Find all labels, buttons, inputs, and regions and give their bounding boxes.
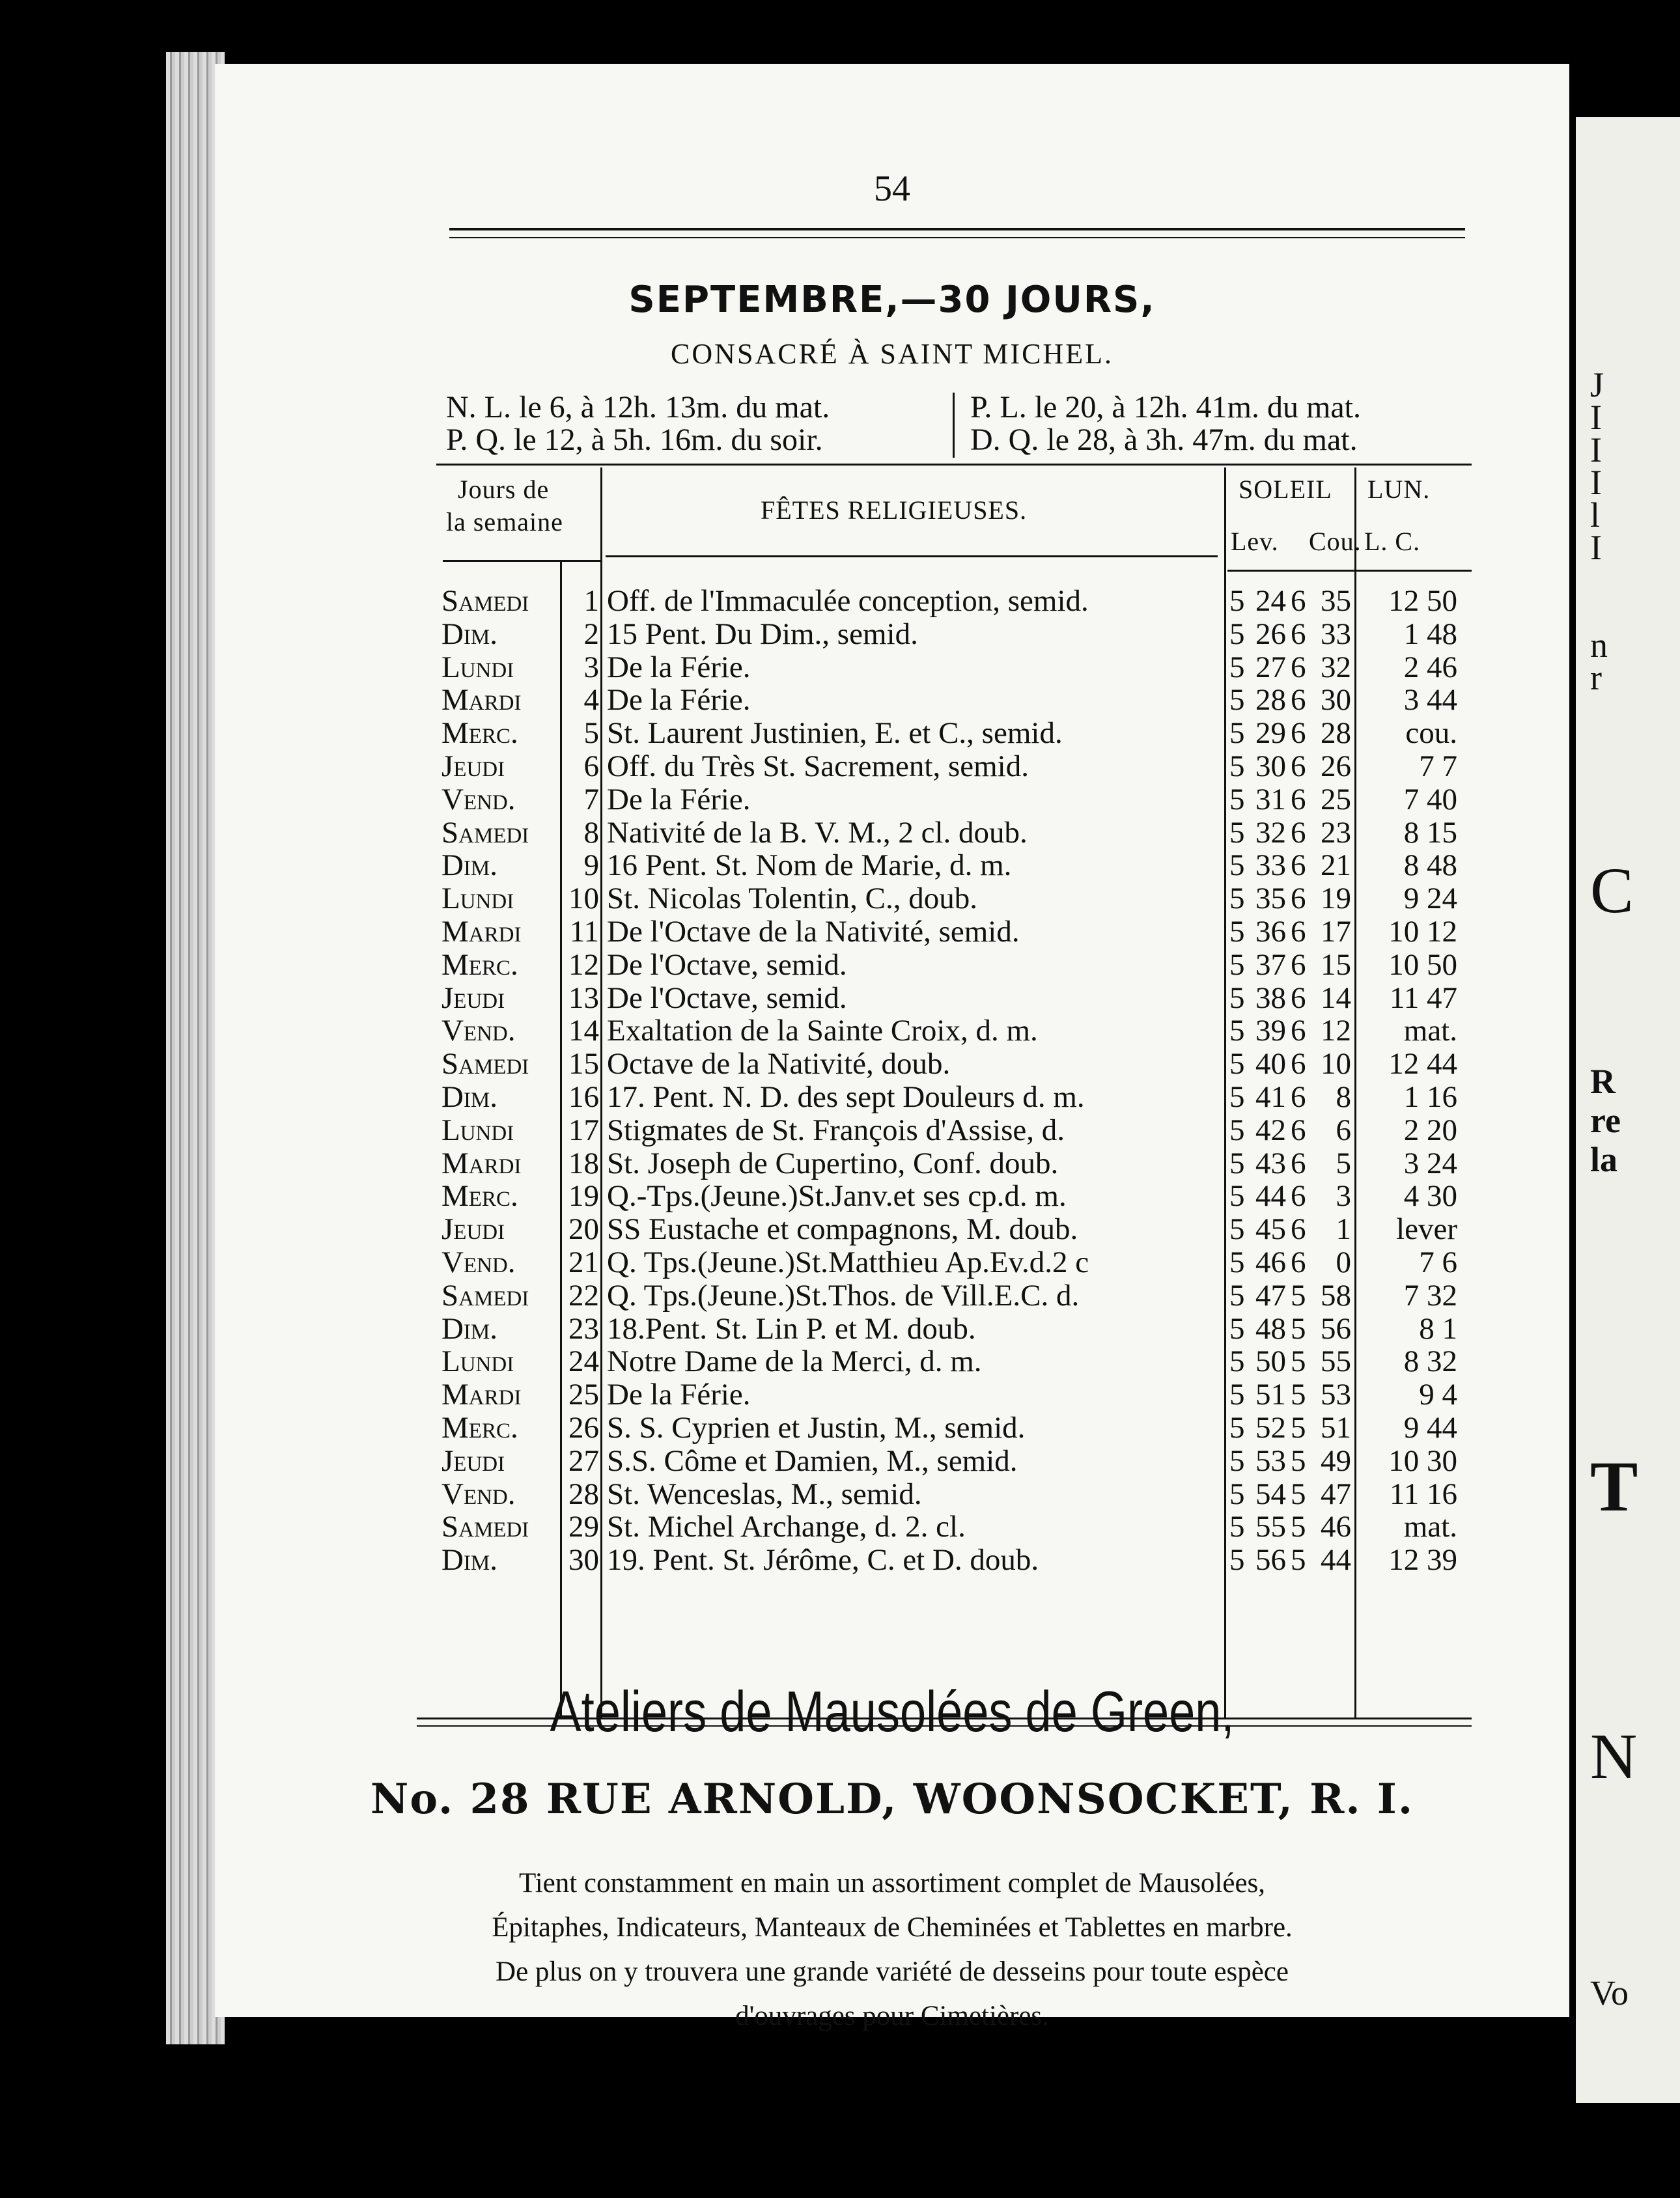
cell-day: Dim. — [441, 1543, 498, 1578]
facing-fragment: l — [1590, 495, 1601, 535]
cell-num: 9 — [583, 848, 599, 883]
cell-lev-m: 50 — [1255, 1344, 1286, 1379]
cell-feast: Nativité de la B. V. M., 2 cl. doub. — [607, 815, 1028, 850]
cell-feast: De la Férie. — [607, 683, 751, 717]
cell-lev-h: 5 — [1229, 1014, 1245, 1048]
cell-lev-m: 55 — [1255, 1510, 1286, 1544]
cell-feast: De l'Octave de la Nativité, semid. — [607, 915, 1020, 949]
header-rule-left — [443, 560, 600, 562]
cell-cou-m: 25 — [1321, 782, 1351, 816]
cell-cou-h: 6 — [1291, 815, 1306, 850]
cell-day: Lundi — [441, 1113, 514, 1147]
cell-feast: Q.-Tps.(Jeune.)St.Janv.et ses cp.d. m. — [607, 1179, 1067, 1214]
cell-cou-h: 5 — [1291, 1411, 1306, 1445]
cell-lev-h: 5 — [1229, 947, 1245, 982]
cell-num: 25 — [568, 1378, 599, 1412]
moon-phase-full: P. L. le 20, à 12h. 41m. du mat. — [970, 390, 1361, 424]
cell-lune: 8 15 — [1403, 815, 1457, 850]
header-lun: LUN. — [1367, 475, 1431, 504]
cell-cou-m: 46 — [1321, 1510, 1351, 1544]
cell-num: 23 — [568, 1311, 599, 1346]
cell-num: 21 — [568, 1245, 599, 1279]
cell-cou-h: 6 — [1291, 1179, 1306, 1214]
moon-phase-first-quarter: P. Q. le 12, à 5h. 16m. du soir. — [446, 423, 823, 457]
cell-cou-m: 35 — [1321, 584, 1351, 618]
cell-feast: S. S. Cyprien et Justin, M., semid. — [607, 1411, 1026, 1445]
cell-lev-h: 5 — [1229, 1245, 1245, 1279]
cell-feast: De la Férie. — [607, 650, 751, 684]
cell-feast: St. Michel Archange, d. 2. cl. — [607, 1510, 966, 1544]
cell-lune: 10 12 — [1388, 915, 1457, 949]
cell-lune: 10 30 — [1388, 1443, 1457, 1478]
cell-lev-h: 5 — [1229, 1378, 1245, 1412]
cell-cou-h: 6 — [1291, 1080, 1306, 1114]
cell-day: Samedi — [441, 584, 529, 618]
facing-fragment: R — [1590, 1062, 1616, 1101]
cell-cou-m: 3 — [1336, 1179, 1351, 1214]
cell-feast: Octave de la Nativité, doub. — [607, 1047, 951, 1081]
facing-fragment: re — [1590, 1101, 1621, 1140]
cell-lev-h: 5 — [1229, 1278, 1245, 1313]
cell-lev-m: 32 — [1255, 815, 1286, 850]
cell-lune: 7 40 — [1403, 782, 1457, 816]
cell-lune: 4 30 — [1403, 1179, 1457, 1214]
cell-lev-h: 5 — [1229, 882, 1245, 916]
cell-num: 27 — [568, 1443, 599, 1478]
cell-feast: Q. Tps.(Jeune.)St.Thos. de Vill.E.C. d. — [607, 1278, 1080, 1313]
header-jours-2: la semaine — [446, 507, 563, 536]
cell-cou-m: 6 — [1336, 1113, 1351, 1147]
cell-lev-m: 44 — [1255, 1179, 1286, 1214]
cell-lev-m: 51 — [1255, 1378, 1286, 1412]
table-top-rule — [436, 464, 1472, 466]
ad-line-2: Épitaphes, Indicateurs, Manteaux de Cheminées et Tablettes en marbre. — [492, 1912, 1293, 1943]
cell-feast: 18.Pent. St. Lin P. et M. doub. — [607, 1311, 976, 1346]
cell-num: 28 — [568, 1477, 599, 1511]
cell-lune: 9 24 — [1403, 882, 1457, 916]
cell-feast: St. Joseph de Cupertino, Conf. doub. — [607, 1146, 1059, 1180]
cell-lev-m: 42 — [1255, 1113, 1286, 1147]
cell-lev-m: 29 — [1255, 716, 1286, 751]
cell-day: Vend. — [441, 1245, 516, 1279]
cell-lune: cou. — [1405, 716, 1457, 751]
cell-cou-h: 6 — [1291, 1146, 1306, 1180]
cell-lev-m: 36 — [1255, 915, 1286, 949]
cell-day: Vend. — [441, 1014, 516, 1048]
cell-cou-m: 10 — [1321, 1047, 1351, 1081]
cell-lune: lever — [1396, 1212, 1457, 1247]
cell-lev-m: 45 — [1255, 1212, 1286, 1247]
cell-cou-h: 5 — [1291, 1344, 1306, 1379]
header-rule-fetes — [606, 555, 1218, 557]
cell-num: 5 — [583, 716, 599, 751]
cell-num: 3 — [583, 650, 599, 684]
cell-lune: mat. — [1403, 1510, 1457, 1544]
cell-num: 30 — [568, 1543, 599, 1578]
cell-feast: St. Nicolas Tolentin, C., doub. — [607, 882, 977, 916]
cell-feast: De la Férie. — [607, 1378, 751, 1412]
facing-fragment: T — [1590, 1447, 1638, 1526]
cell-cou-h: 6 — [1291, 947, 1306, 982]
facing-fragment: J — [1590, 365, 1604, 404]
moon-phase-new: N. L. le 6, à 12h. 13m. du mat. — [446, 390, 830, 424]
cell-lev-h: 5 — [1229, 1179, 1245, 1214]
facing-fragment: I — [1590, 463, 1602, 502]
cell-lev-h: 5 — [1229, 1047, 1245, 1081]
cell-cou-h: 6 — [1291, 1014, 1306, 1048]
cell-feast: Q. Tps.(Jeune.)St.Matthieu Ap.Ev.d.2 c — [607, 1245, 1089, 1279]
dedication: CONSACRÉ À SAINT MICHEL. — [671, 338, 1113, 370]
cell-lev-m: 26 — [1255, 617, 1286, 651]
facing-fragment: n — [1590, 626, 1608, 665]
cell-lev-h: 5 — [1229, 1344, 1245, 1379]
cell-lev-h: 5 — [1229, 617, 1245, 651]
cell-lev-m: 47 — [1255, 1278, 1286, 1313]
cell-lev-m: 48 — [1255, 1311, 1286, 1346]
cell-cou-h: 5 — [1291, 1311, 1306, 1346]
cell-cou-h: 5 — [1291, 1278, 1306, 1313]
cell-lune: 8 32 — [1403, 1344, 1457, 1379]
cell-lev-m: 27 — [1255, 650, 1286, 684]
cell-num: 29 — [568, 1510, 599, 1544]
cell-cou-h: 5 — [1291, 1443, 1306, 1478]
cell-day: Merc. — [441, 1179, 518, 1214]
top-rule-thin — [449, 237, 1465, 238]
cell-num: 10 — [568, 882, 599, 916]
cell-day: Samedi — [441, 1278, 529, 1313]
cell-feast: S.S. Côme et Damien, M., semid. — [607, 1443, 1018, 1478]
month-title: SEPTEMBRE,—30 JOURS, — [628, 279, 1156, 321]
cell-lev-m: 40 — [1255, 1047, 1286, 1081]
moon-phase-last-quarter: D. Q. le 28, à 3h. 47m. du mat. — [970, 423, 1358, 457]
cell-lev-m: 37 — [1255, 947, 1286, 982]
cell-day: Merc. — [441, 1411, 518, 1445]
cell-cou-h: 5 — [1291, 1378, 1306, 1412]
facing-fragment: la — [1590, 1140, 1618, 1179]
cell-lev-h: 5 — [1229, 1443, 1245, 1478]
cell-lune: 3 24 — [1403, 1146, 1457, 1180]
cell-num: 16 — [568, 1080, 599, 1114]
cell-cou-h: 6 — [1291, 584, 1306, 618]
cell-cou-h: 6 — [1291, 749, 1306, 783]
cell-cou-m: 47 — [1321, 1477, 1351, 1511]
cell-lev-m: 56 — [1255, 1543, 1286, 1578]
cell-day: Lundi — [441, 650, 514, 684]
cell-day: Samedi — [441, 815, 529, 850]
cell-cou-h: 6 — [1291, 1047, 1306, 1081]
cell-lev-m: 53 — [1255, 1443, 1286, 1478]
cell-num: 26 — [568, 1411, 599, 1445]
cell-cou-m: 51 — [1321, 1411, 1351, 1445]
cell-day: Jeudi — [441, 1443, 505, 1478]
cell-lev-h: 5 — [1229, 1411, 1245, 1445]
cell-day: Jeudi — [441, 981, 505, 1015]
cell-lune: 2 46 — [1403, 650, 1457, 684]
cell-day: Merc. — [441, 947, 518, 982]
cell-day: Lundi — [441, 1344, 514, 1379]
cell-day: Lundi — [441, 882, 514, 916]
cell-num: 20 — [568, 1212, 599, 1247]
cell-lev-h: 5 — [1229, 1212, 1245, 1247]
header-cou: Cou. — [1309, 527, 1362, 556]
cell-cou-h: 6 — [1291, 1245, 1306, 1279]
cell-feast: Exaltation de la Sainte Croix, d. m. — [607, 1014, 1038, 1048]
cell-lev-h: 5 — [1229, 915, 1245, 949]
cell-lev-m: 46 — [1255, 1245, 1286, 1279]
cell-num: 11 — [569, 915, 599, 949]
cell-num: 15 — [568, 1047, 599, 1081]
cell-lev-h: 5 — [1229, 1543, 1245, 1578]
header-jours-1: Jours de — [458, 475, 550, 504]
cell-day: Samedi — [441, 1510, 529, 1544]
cell-cou-m: 14 — [1321, 981, 1351, 1015]
cell-lev-m: 35 — [1255, 882, 1286, 916]
header-fetes: FÊTES RELIGIEUSES. — [761, 495, 1028, 525]
cell-num: 24 — [568, 1344, 599, 1379]
header-rule-right — [1227, 570, 1472, 572]
cell-lune: 1 16 — [1403, 1080, 1457, 1114]
cell-lev-m: 43 — [1255, 1146, 1286, 1180]
cell-day: Mardi — [441, 1146, 522, 1180]
cell-lune: 12 39 — [1388, 1543, 1457, 1578]
cell-lev-h: 5 — [1229, 716, 1245, 751]
cell-cou-h: 5 — [1291, 1477, 1306, 1511]
cell-num: 7 — [583, 782, 599, 816]
cell-cou-m: 17 — [1321, 915, 1351, 949]
cell-lev-m: 52 — [1255, 1411, 1286, 1445]
cell-num: 22 — [568, 1278, 599, 1313]
col-rule-soleil — [1224, 467, 1226, 1718]
col-rule-jours — [600, 467, 602, 1718]
cell-feast: Off. du Très St. Sacrement, semid. — [607, 749, 1029, 783]
cell-lev-h: 5 — [1229, 584, 1245, 618]
cell-lune: 9 4 — [1419, 1378, 1457, 1412]
cell-cou-m: 23 — [1321, 815, 1351, 850]
cell-num: 13 — [568, 981, 599, 1015]
cell-feast: De l'Octave, semid. — [607, 947, 847, 982]
cell-lune: 10 50 — [1388, 947, 1457, 982]
cell-cou-h: 6 — [1291, 716, 1306, 751]
cell-feast: 15 Pent. Du Dim., semid. — [607, 617, 918, 651]
cell-num: 17 — [568, 1113, 599, 1147]
cell-cou-m: 30 — [1321, 683, 1351, 717]
cell-day: Dim. — [441, 617, 498, 651]
cell-lev-h: 5 — [1229, 981, 1245, 1015]
cell-feast: De la Férie. — [607, 782, 751, 816]
cell-day: Dim. — [441, 1080, 498, 1114]
cell-cou-h: 6 — [1291, 1113, 1306, 1147]
cell-feast: Stigmates de St. François d'Assise, d. — [607, 1113, 1065, 1147]
cell-lev-m: 30 — [1255, 749, 1286, 783]
cell-lune: 11 47 — [1389, 981, 1457, 1015]
cell-cou-h: 6 — [1291, 882, 1306, 916]
cell-cou-m: 55 — [1321, 1344, 1351, 1379]
cell-cou-m: 0 — [1336, 1245, 1351, 1279]
cell-day: Vend. — [441, 1477, 516, 1511]
cell-cou-m: 56 — [1321, 1311, 1351, 1346]
cell-lev-h: 5 — [1229, 1113, 1245, 1147]
cell-day: Dim. — [441, 1311, 498, 1346]
facing-fragment: I — [1590, 430, 1602, 469]
ad-line-3: De plus on y trouvera une grande variété de desseins pour toute espèce — [496, 1956, 1289, 1987]
cell-lev-h: 5 — [1229, 749, 1245, 783]
cell-feast: Off. de l'Immaculée conception, semid. — [607, 584, 1089, 618]
cell-lev-m: 38 — [1255, 981, 1286, 1015]
cell-lune: 7 6 — [1419, 1245, 1457, 1279]
cell-lev-h: 5 — [1229, 650, 1245, 684]
cell-feast: 17. Pent. N. D. des sept Douleurs d. m. — [607, 1080, 1085, 1114]
cell-lev-m: 54 — [1255, 1477, 1286, 1511]
cell-lev-h: 5 — [1229, 1510, 1245, 1544]
facing-fragment: r — [1590, 658, 1602, 697]
facing-page — [1576, 117, 1680, 2103]
page-number: 54 — [874, 169, 910, 209]
facing-fragment: N — [1590, 1720, 1638, 1792]
top-rule — [449, 228, 1465, 230]
cell-cou-h: 6 — [1291, 915, 1306, 949]
cell-cou-m: 21 — [1321, 848, 1351, 883]
cell-cou-h: 6 — [1291, 848, 1306, 883]
cell-num: 12 — [568, 947, 599, 982]
cell-cou-m: 44 — [1321, 1543, 1351, 1578]
cell-lune: 7 32 — [1403, 1278, 1457, 1313]
cell-lune: 9 44 — [1403, 1411, 1457, 1445]
cell-cou-m: 8 — [1336, 1080, 1351, 1114]
cell-day: Mardi — [441, 1378, 522, 1412]
almanac-page — [215, 64, 1569, 2031]
cell-lev-m: 31 — [1255, 782, 1286, 816]
ad-address: No. 28 RUE ARNOLD, WOONSOCKET, R. I. — [370, 1775, 1414, 1824]
cell-lune: 1 48 — [1403, 617, 1457, 651]
cell-cou-m: 49 — [1321, 1443, 1351, 1478]
cell-lune: 2 20 — [1403, 1113, 1457, 1147]
cell-cou-h: 6 — [1291, 617, 1306, 651]
cell-cou-m: 58 — [1321, 1278, 1351, 1313]
facing-fragment: C — [1590, 854, 1634, 926]
ad-line-1: Tient constamment en main un assortiment complet de Mausolées, — [518, 1868, 1266, 1899]
cell-lev-m: 39 — [1255, 1014, 1286, 1048]
cell-lune: 8 48 — [1403, 848, 1457, 883]
cell-cou-h: 6 — [1291, 683, 1306, 717]
moon-divider — [953, 393, 955, 458]
cell-cou-m: 15 — [1321, 947, 1351, 982]
cell-lev-m: 41 — [1255, 1080, 1286, 1114]
cell-lev-h: 5 — [1229, 1080, 1245, 1114]
facing-fragment: I — [1590, 398, 1602, 437]
ad-line-4: d'ouvrages pour Cimetières. — [735, 2001, 1049, 2031]
cell-lev-h: 5 — [1229, 815, 1245, 850]
cell-cou-h: 5 — [1291, 1510, 1306, 1544]
cell-cou-h: 6 — [1291, 981, 1306, 1015]
ad-title: Ateliers de Mausolées de Green, — [550, 1679, 1235, 1744]
cell-cou-m: 19 — [1321, 882, 1351, 916]
cell-cou-m: 1 — [1336, 1212, 1351, 1247]
cell-cou-m: 5 — [1336, 1146, 1351, 1180]
header-soleil: SOLEIL — [1239, 475, 1332, 504]
cell-day: Jeudi — [441, 1212, 505, 1247]
cell-feast: 16 Pent. St. Nom de Marie, d. m. — [607, 848, 1012, 883]
cell-num: 18 — [568, 1146, 599, 1180]
header-lev: Lev. — [1231, 527, 1279, 556]
cell-cou-h: 6 — [1291, 1212, 1306, 1247]
cell-cou-m: 32 — [1321, 650, 1351, 684]
cell-num: 2 — [583, 617, 599, 651]
cell-lune: 12 50 — [1388, 584, 1457, 618]
col-rule-lune — [1354, 467, 1356, 1718]
cell-day: Mardi — [441, 915, 522, 949]
cell-cou-m: 12 — [1321, 1014, 1351, 1048]
cell-lune: mat. — [1403, 1014, 1457, 1048]
cell-lune: 7 7 — [1419, 749, 1457, 783]
cell-feast: 19. Pent. St. Jérôme, C. et D. doub. — [607, 1543, 1039, 1578]
cell-num: 19 — [568, 1179, 599, 1214]
cell-cou-m: 53 — [1321, 1378, 1351, 1412]
cell-day: Samedi — [441, 1047, 529, 1081]
cell-lev-m: 33 — [1255, 848, 1286, 883]
cell-lune: 12 44 — [1388, 1047, 1457, 1081]
cell-lune: 8 1 — [1419, 1311, 1457, 1346]
cell-day: Dim. — [441, 848, 498, 883]
cell-num: 1 — [583, 584, 599, 618]
cell-lev-h: 5 — [1229, 683, 1245, 717]
cell-day: Jeudi — [441, 749, 505, 783]
cell-feast: SS Eustache et compagnons, M. doub. — [607, 1212, 1078, 1247]
cell-lev-h: 5 — [1229, 1146, 1245, 1180]
cell-num: 8 — [583, 815, 599, 850]
cell-cou-h: 5 — [1291, 1543, 1306, 1578]
cell-lev-m: 24 — [1255, 584, 1286, 618]
cell-day: Mardi — [441, 683, 522, 717]
cell-day: Merc. — [441, 716, 518, 751]
cell-cou-m: 28 — [1321, 716, 1351, 751]
cell-lev-m: 28 — [1255, 683, 1286, 717]
cell-num: 6 — [583, 749, 599, 783]
cell-lev-h: 5 — [1229, 1477, 1245, 1511]
cell-num: 14 — [568, 1014, 599, 1048]
cell-lune: 3 44 — [1403, 683, 1457, 717]
cell-cou-m: 26 — [1321, 749, 1351, 783]
col-rule-num — [560, 562, 562, 1718]
cell-cou-h: 6 — [1291, 782, 1306, 816]
cell-feast: Notre Dame de la Merci, d. m. — [607, 1344, 982, 1379]
cell-lev-h: 5 — [1229, 782, 1245, 816]
facing-fragment: I — [1590, 528, 1602, 567]
cell-cou-h: 6 — [1291, 650, 1306, 684]
facing-fragment: Vo — [1590, 1973, 1629, 2012]
cell-feast: De l'Octave, semid. — [607, 981, 847, 1015]
cell-feast: St. Laurent Justinien, E. et C., semid. — [607, 716, 1063, 751]
cell-feast: St. Wenceslas, M., semid. — [607, 1477, 922, 1511]
cell-cou-m: 33 — [1321, 617, 1351, 651]
cell-num: 4 — [583, 683, 599, 717]
cell-lev-h: 5 — [1229, 848, 1245, 883]
cell-day: Vend. — [441, 782, 516, 816]
cell-lev-h: 5 — [1229, 1311, 1245, 1346]
cell-lune: 11 16 — [1389, 1477, 1457, 1511]
header-lc: L. C. — [1364, 527, 1421, 556]
